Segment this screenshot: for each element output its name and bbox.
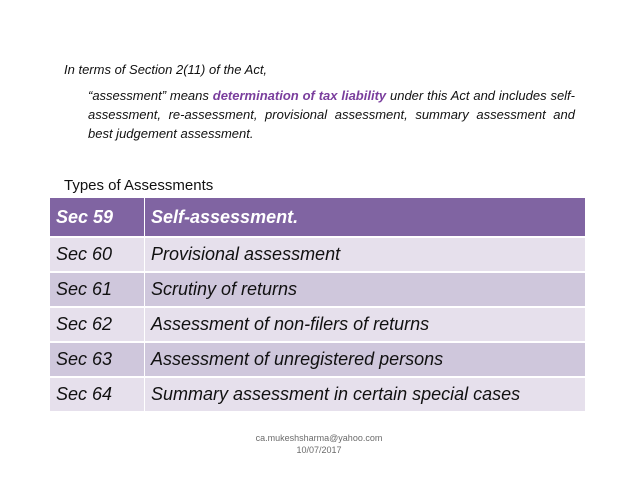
- description-cell: Assessment of unregistered persons: [145, 342, 586, 377]
- description-cell: Assessment of non-filers of returns: [145, 307, 586, 342]
- table-row: [50, 307, 585, 342]
- table-header-row: [50, 198, 585, 237]
- description-cell: Scrutiny of returns: [145, 272, 586, 307]
- table-row: [50, 342, 585, 377]
- description-cell: Provisional assessment: [145, 237, 586, 272]
- table-row: [50, 272, 585, 307]
- table-row: [50, 237, 585, 272]
- definition-part-1: “assessment” means: [88, 88, 213, 103]
- definition-paragraph: [88, 86, 575, 143]
- section-cell: Sec 60: [50, 237, 145, 272]
- footer: [0, 432, 638, 456]
- footer-email: ca.mukeshsharma@yahoo.com: [255, 433, 383, 443]
- intro-text: In terms of Section 2(11) of the Act,: [64, 62, 268, 77]
- types-heading: Types of Assessments: [64, 177, 214, 194]
- assessment-types-table: [50, 198, 585, 413]
- section-cell: Sec 59: [50, 198, 145, 237]
- footer-date: 10/07/2017: [296, 445, 342, 455]
- description-cell: Self-assessment.: [145, 198, 586, 237]
- section-cell: Sec 63: [50, 342, 145, 377]
- section-cell: Sec 64: [50, 377, 145, 412]
- section-cell: Sec 62: [50, 307, 145, 342]
- table-row: [50, 377, 585, 412]
- definition-highlight: determination of tax liability: [212, 88, 387, 103]
- description-cell: Summary assessment in certain special cases: [145, 377, 586, 412]
- section-cell: Sec 61: [50, 272, 145, 307]
- definition-part-2: under this Act and includes self-assessment, re-assessment, provisional assessment, summary assessment and best judgement assessment.: [88, 88, 576, 141]
